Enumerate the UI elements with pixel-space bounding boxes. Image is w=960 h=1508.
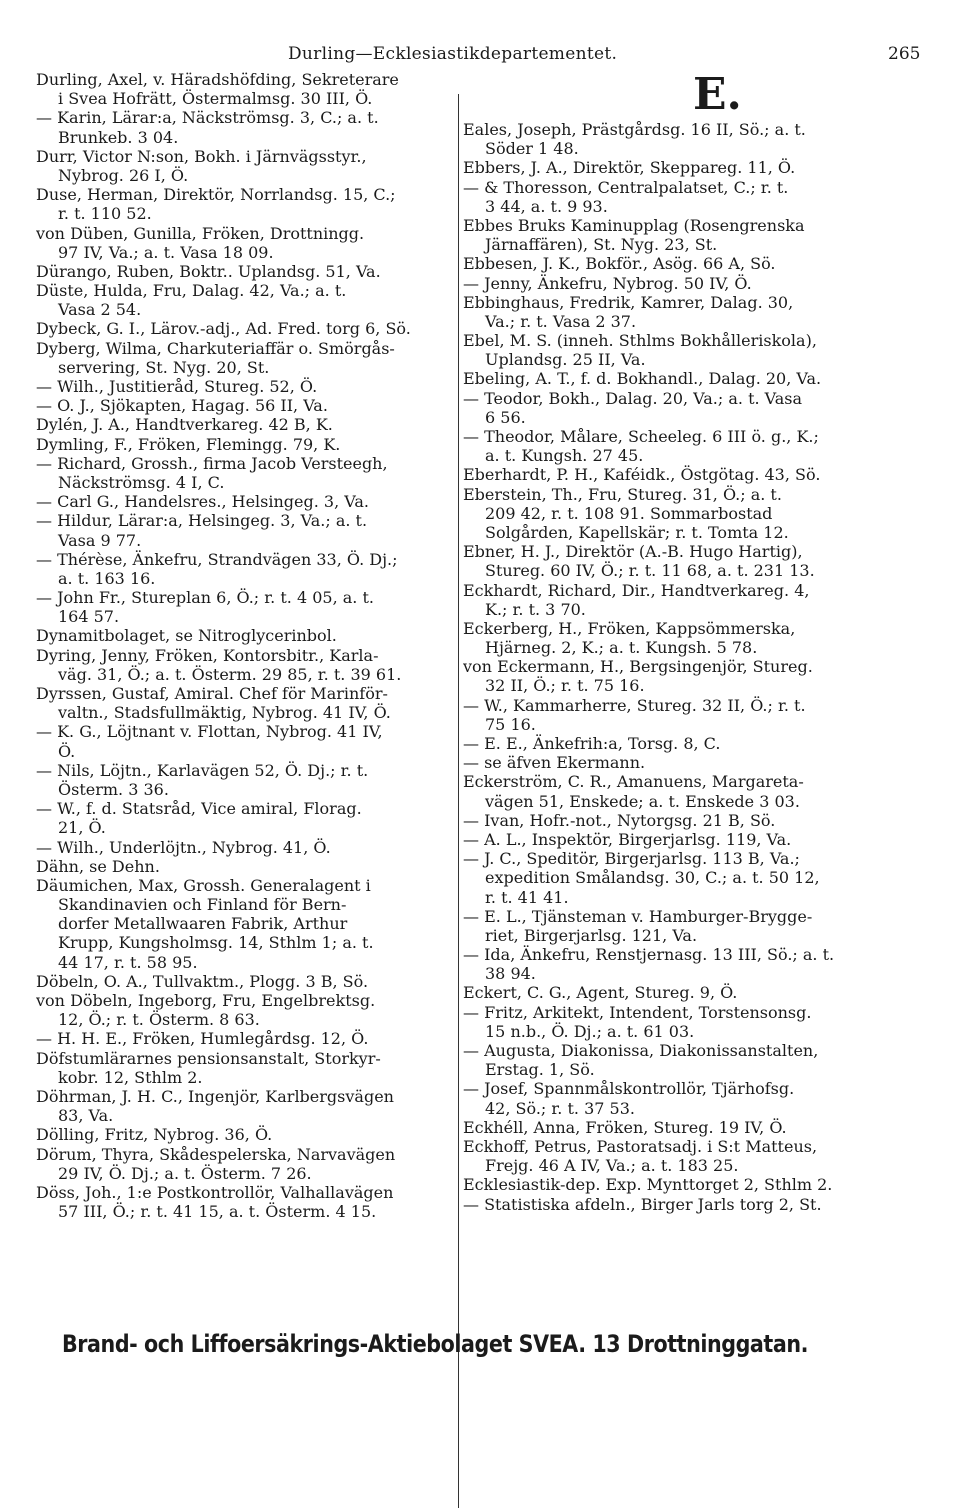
- directory-entry-line: Eckhéll, Anna, Fröken, Stureg. 19 IV, Ö.: [463, 1117, 787, 1137]
- directory-entry-line: Va.; r. t. Vasa 2 37.: [485, 311, 637, 331]
- directory-entry-line: Stureg. 60 IV, Ö.; r. t. 11 68, a. t. 231 13.: [485, 561, 815, 581]
- directory-entry-line: 21, Ö.: [58, 818, 106, 838]
- directory-entry-line: — Nils, Löjtn., Karlavägen 52, Ö. Dj.; r. t.: [36, 760, 369, 780]
- directory-entry-line: Döfstumlärarnes pensionsanstalt, Storkyr-: [36, 1048, 381, 1068]
- directory-entry-line: Durling, Axel, v. Häradshöfding, Sekreterare: [36, 70, 399, 89]
- directory-entry-line: Dybeck, G. I., Lärov.-adj., Ad. Fred. torg 6, Sö.: [36, 319, 411, 339]
- directory-entry-line: 12, Ö.; r. t. Österm. 8 63.: [58, 1010, 260, 1030]
- section-letter: E.: [693, 69, 742, 120]
- directory-entry-line: K.; r. t. 3 70.: [485, 599, 586, 619]
- directory-entry-line: expedition Smålandsg. 30, C.; a. t. 50 12,: [485, 868, 820, 888]
- directory-entry-line: 97 IV, Va.; a. t. Vasa 18 09.: [58, 242, 274, 262]
- directory-entry-line: i Svea Hofrätt, Östermalmsg. 30 III, Ö.: [58, 89, 373, 109]
- directory-entry-line: — K. G., Löjtnant v. Flottan, Nybrog. 41 IV,: [36, 722, 383, 742]
- directory-entry-line: — Fritz, Arkitekt, Intendent, Torstensonsg.: [463, 1002, 812, 1022]
- directory-entry-line: Dürango, Ruben, Boktr.. Uplandsg. 51, Va.: [36, 261, 381, 281]
- page-number: 265: [888, 44, 921, 64]
- directory-entry-line: — Wilh., Justitieråd, Stureg. 52, Ö.: [36, 377, 318, 396]
- directory-entry-line: Eckerberg, H., Fröken, Kappsömmerska,: [463, 618, 796, 638]
- directory-entry-line: kobr. 12, Sthlm 2.: [58, 1067, 203, 1087]
- right-column-entries: [463, 120, 923, 1214]
- directory-entry-line: Döbeln, O. A., Tullvaktm., Plogg. 3 B, Sö.: [36, 971, 369, 991]
- directory-entry-line: Dölling, Fritz, Nybrog. 36, Ö.: [36, 1125, 273, 1145]
- directory-entry-line: Eberstein, Th., Fru, Stureg. 31, Ö.; a. t.: [463, 484, 782, 504]
- directory-entry-line: a. t. Kungsh. 27 45.: [485, 446, 644, 466]
- directory-entry-line: — H. H. E., Fröken, Humlegårdsg. 12, Ö.: [36, 1029, 369, 1049]
- directory-entry-line: Ebner, H. J., Direktör (A.-B. Hugo Hartig),: [463, 542, 803, 562]
- directory-entry-line: 164 57.: [58, 607, 120, 627]
- directory-entry-line: Dyberg, Wilma, Charkuteriaffär o. Smörgås-: [36, 338, 395, 358]
- directory-entry-line: Vasa 9 77.: [58, 530, 142, 550]
- directory-entry-line: Düste, Hulda, Fru, Dalag. 42, Va.; a. t.: [36, 281, 347, 301]
- directory-entry-line: Österm. 3 36.: [58, 779, 169, 799]
- directory-entry-line: 38 94.: [485, 964, 536, 984]
- directory-entry-line: Näckströmsg. 4 I, C.: [58, 472, 225, 492]
- directory-entry-line: Skandinavien och Finland för Bern-: [58, 895, 347, 915]
- directory-entry-line: Järnaffären), St. Nyg. 23, St.: [485, 235, 718, 255]
- directory-entry-line: Vasa 2 54.: [58, 300, 142, 320]
- left-column: [36, 70, 456, 1221]
- directory-entry-line: — Josef, Spannmålskontrollör, Tjärhofsg.: [463, 1079, 795, 1099]
- directory-entry-line: Uplandsg. 25 II, Va.: [485, 350, 646, 370]
- directory-entry-line: Ebel, M. S. (inneh. Sthlms Bokhålleriskola),: [463, 331, 817, 351]
- directory-entry-line: — Karin, Lärar:a, Näckströmsg. 3, C.; a. t.: [36, 108, 379, 128]
- directory-entry-line: r. t. 110 52.: [58, 204, 152, 224]
- directory-entry-line: 15 n.b., Ö. Dj.; a. t. 61 03.: [485, 1021, 695, 1041]
- directory-entry-line: Eales, Joseph, Prästgårdsg. 16 II, Sö.; a. t.: [463, 120, 806, 139]
- directory-entry-line: Söder 1 48.: [485, 139, 579, 159]
- directory-entry-line: — Ida, Änkefru, Renstjernasg. 13 III, Sö.; a. t.: [463, 945, 835, 965]
- directory-entry-line: — O. J., Sjökapten, Hagag. 56 II, Va.: [36, 396, 328, 416]
- directory-entry-line: Eckerström, C. R., Amanuens, Margareta-: [463, 772, 804, 792]
- directory-entry-line: — E. L., Tjänsteman v. Hamburger-Brygge-: [463, 906, 813, 926]
- directory-entry-line: von Eckermann, H., Bergsingenjör, Stureg.: [463, 657, 813, 677]
- right-column: [463, 70, 923, 1214]
- directory-entry-line: a. t. 163 16.: [58, 568, 156, 588]
- directory-entry-line: — W., f. d. Statsråd, Vice amiral, Florag.: [36, 799, 362, 819]
- directory-entry-line: — Wilh., Underlöjtn., Nybrog. 41, Ö.: [36, 837, 331, 857]
- directory-entry-line: Eckhardt, Richard, Dir., Handtverkareg. 4,: [463, 580, 810, 600]
- directory-entry-line: — John Fr., Stureplan 6, Ö.; r. t. 4 05, a. t.: [36, 588, 374, 608]
- directory-entry-line: Ebbesen, J. K., Bokför., Asög. 66 A, Sö.: [463, 254, 776, 274]
- directory-entry-line: Dyrssen, Gustaf, Amiral. Chef för Marinför-: [36, 684, 388, 703]
- directory-entry-line: 209 42, r. t. 108 91. Sommarbostad: [485, 503, 773, 523]
- directory-entry-line: r. t. 41 41.: [485, 887, 569, 907]
- directory-entry-line: Ö.: [58, 741, 76, 761]
- directory-entry-line: — & Thoresson, Centralpalatset, C.; r. t.: [463, 177, 789, 197]
- directory-entry-line: Eberhardt, P. H., Kaféidk., Östgötag. 43, Sö.: [463, 465, 821, 485]
- directory-entry-line: Dynamitbolaget, se Nitroglycerinbol.: [36, 626, 337, 646]
- directory-entry-line: väg. 31, Ö.; a. t. Österm. 29 85, r. t. 39 61.: [58, 664, 402, 684]
- directory-entry-line: — se äfven Ekermann.: [463, 753, 646, 773]
- running-head: Durling—Ecklesiastikdepartementet.: [288, 44, 618, 64]
- directory-entry-line: Ebbers, J. A., Direktör, Skeppareg. 11, Ö.: [463, 158, 796, 178]
- directory-entry-line: Dymling, F., Fröken, Flemingg. 79, K.: [36, 434, 341, 454]
- directory-entry-line: 44 17, r. t. 58 95.: [58, 952, 198, 972]
- directory-entry-line: 42, Sö.; r. t. 37 53.: [485, 1098, 635, 1118]
- directory-entry-line: — Hildur, Lärar:a, Helsingeg. 3, Va.; a. t.: [36, 511, 368, 531]
- directory-entry-line: — Ivan, Hofr.-not., Nytorgsg. 21 B, Sö.: [463, 810, 776, 830]
- footer-advertisement: Brand- och Liffoersäkrings-Aktiebolaget SVEA. 13 Drottninggatan.: [62, 1330, 809, 1358]
- directory-entry-line: Duse, Herman, Direktör, Norrlandsg. 15, C.;: [36, 185, 396, 205]
- directory-entry-line: 32 II, Ö.; r. t. 75 16.: [485, 676, 645, 696]
- directory-entry-line: — A. L., Inspektör, Birgerjarlsg. 119, Va.: [463, 829, 792, 849]
- directory-entry-line: Ebeling, A. T., f. d. Bokhandl., Dalag. 20, Va.: [463, 369, 822, 389]
- directory-entry-line: Solgården, Kapellskär; r. t. Tomta 12.: [485, 522, 789, 542]
- directory-entry-line: von Döbeln, Ingeborg, Fru, Engelbrektsg.: [36, 991, 376, 1010]
- directory-entry-line: — Augusta, Diakonissa, Diakonissanstalten,: [463, 1041, 819, 1060]
- directory-entry-line: Döhrman, J. H. C., Ingenjör, Karlbergsvägen: [36, 1086, 394, 1106]
- directory-entry-line: — E. E., Änkefrih:a, Torsg. 8, C.: [463, 734, 721, 753]
- directory-entry-line: — J. C., Speditör, Birgerjarlsg. 113 B, Va.;: [463, 849, 800, 869]
- directory-entry-line: Eckert, C. G., Agent, Stureg. 9, Ö.: [463, 983, 738, 1003]
- directory-entry-line: riet, Birgerjarlsg. 121, Va.: [485, 925, 698, 945]
- directory-entry-line: Ebbes Bruks Kaminupplag (Rosengrenska: [463, 215, 805, 235]
- directory-entry-line: Dylén, J. A., Handtverkareg. 42 B, K.: [36, 415, 333, 435]
- directory-entry-line: 29 IV, Ö. Dj.; a. t. Österm. 7 26.: [58, 1163, 312, 1183]
- directory-entry-line: 3 44, a. t. 9 93.: [485, 196, 608, 216]
- directory-entry-line: Däumichen, Max, Grossh. Generalagent i: [36, 875, 371, 895]
- directory-entry-line: Erstag. 1, Sö.: [485, 1060, 595, 1080]
- directory-entry-line: — Carl G., Handelsres., Helsingeg. 3, Va.: [36, 492, 369, 512]
- directory-entry-line: Ecklesiastik-dep. Exp. Mynttorget 2, Sthlm 2.: [463, 1175, 833, 1195]
- directory-entry-line: — Richard, Grossh., firma Jacob Versteegh,: [36, 453, 388, 473]
- directory-entry-line: Eckhoff, Petrus, Pastoratsadj. i S:t Matteus,: [463, 1136, 818, 1156]
- directory-entry-line: von Düben, Gunilla, Fröken, Drottningg.: [36, 223, 365, 243]
- directory-entry-line: Brunkeb. 3 04.: [58, 127, 179, 147]
- directory-entry-line: Krupp, Kungsholmsg. 14, Sthlm 1; a. t.: [58, 933, 374, 953]
- directory-entry-line: — Theodor, Målare, Scheeleg. 6 III ö. g., K.;: [463, 427, 819, 446]
- directory-entry-line: Dähn, se Dehn.: [36, 856, 160, 876]
- directory-entry-line: Döss, Joh., 1:e Postkontrollör, Valhallavägen: [36, 1182, 394, 1202]
- directory-entry-line: Frejg. 46 A IV, Va.; a. t. 183 25.: [485, 1156, 739, 1176]
- directory-entry-line: Dörum, Thyra, Skådespelerska, Narvavägen: [36, 1144, 396, 1164]
- directory-entry-line: Durr, Victor N:son, Bokh. i Järnvägsstyr.,: [36, 146, 367, 166]
- directory-entry-line: 75 16.: [485, 714, 536, 734]
- directory-entry-line: — Teodor, Bokh., Dalag. 20, Va.; a. t. Vasa: [463, 388, 803, 408]
- directory-entry-line: servering, St. Nyg. 20, St.: [58, 357, 270, 377]
- directory-entry-line: Hjärneg. 2, K.; a. t. Kungsh. 5 78.: [485, 638, 758, 658]
- directory-entry-line: dorfer Metallwaaren Fabrik, Arthur: [58, 914, 348, 934]
- directory-entry-line: Nybrog. 26 I, Ö.: [58, 165, 189, 185]
- directory-entry-line: valtn., Stadsfullmäktig, Nybrog. 41 IV, Ö.: [58, 703, 391, 723]
- directory-entry-line: — Statistiska afdeln., Birger Jarls torg 2, St.: [463, 1194, 822, 1214]
- directory-entry-line: 6 56.: [485, 407, 526, 427]
- directory-entry-line: — Jenny, Änkefru, Nybrog. 50 IV, Ö.: [463, 273, 752, 293]
- page-header: [0, 44, 960, 70]
- directory-entry-line: Ebbinghaus, Fredrik, Kamrer, Dalag. 30,: [463, 292, 794, 312]
- directory-entry-line: 83, Va.: [58, 1106, 114, 1126]
- directory-entry-line: — Thérèse, Änkefru, Strandvägen 33, Ö. Dj.;: [36, 549, 398, 569]
- directory-entry-line: vägen 51, Enskede; a. t. Enskede 3 03.: [485, 791, 800, 811]
- directory-entry-line: — W., Kammarherre, Stureg. 32 II, Ö.; r. t.: [463, 695, 806, 715]
- directory-entry-line: Dyring, Jenny, Fröken, Kontorsbitr., Karla-: [36, 645, 379, 665]
- column-divider: [458, 94, 459, 1508]
- directory-entry-line: 57 III, Ö.; r. t. 41 15, a. t. Österm. 4 15.: [58, 1202, 377, 1222]
